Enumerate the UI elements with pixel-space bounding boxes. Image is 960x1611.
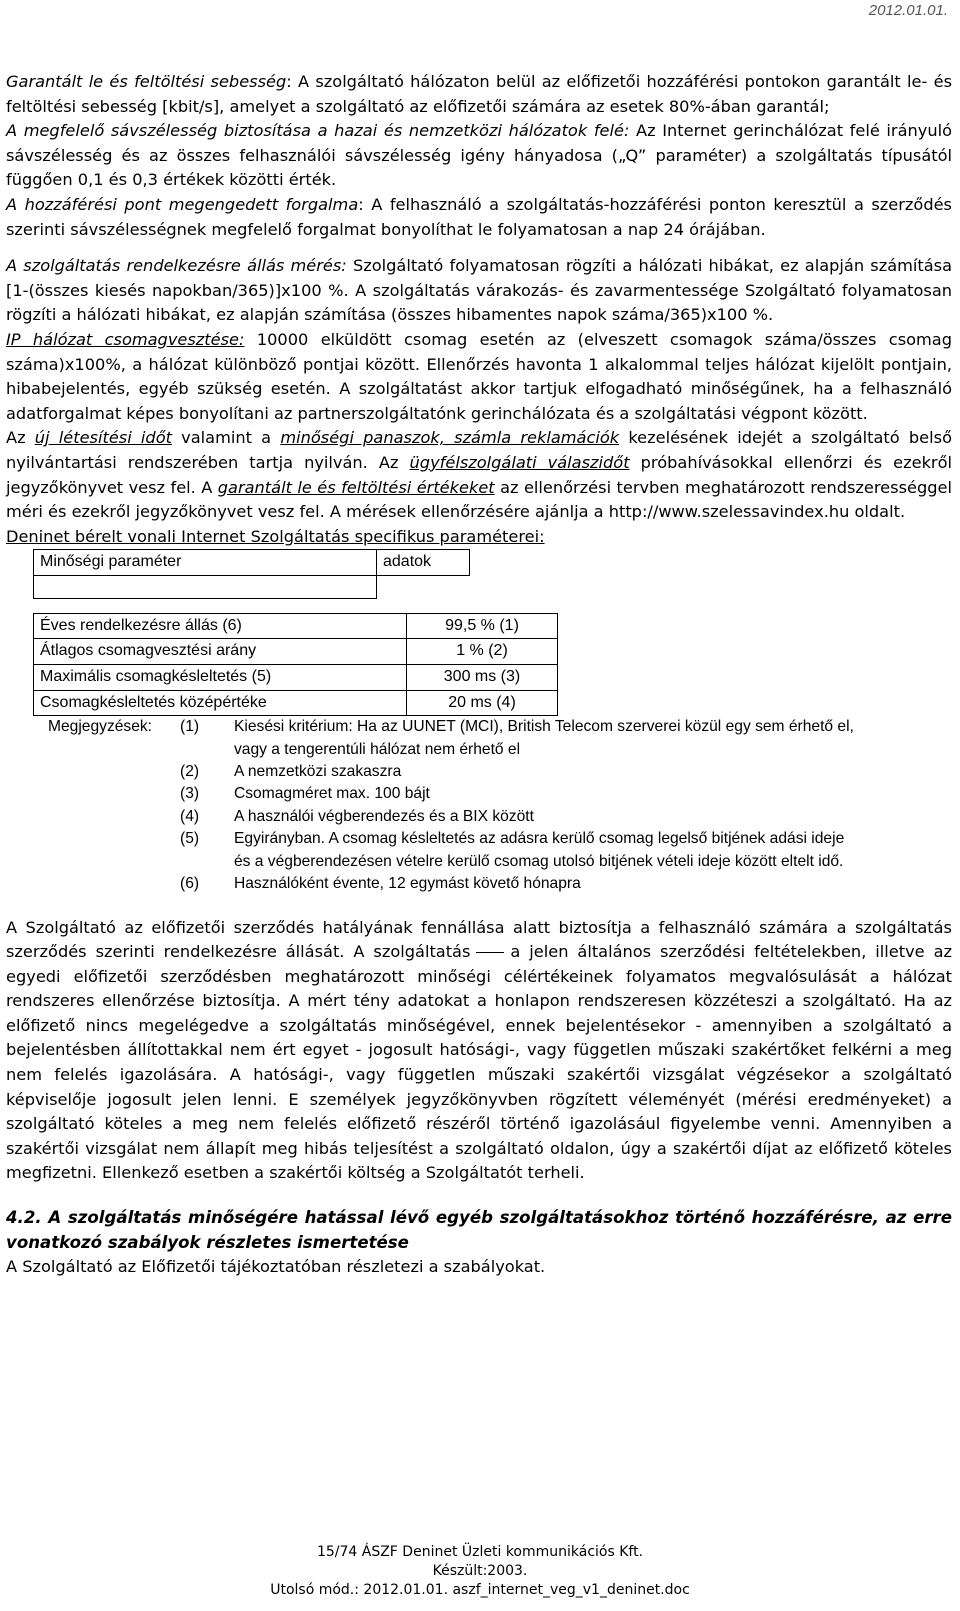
term-guaranteed-values: garantált le és feltöltési értékeket (217, 477, 495, 497)
note-text: A használói végberendezés és a BIX között (234, 807, 534, 825)
term-new-setup-time: új létesítési időt (34, 428, 172, 448)
text-availability-guarantee-b: a jelen általános szerződési feltételekben, illetve az egyedi előfizetői szerződésben meghatározott minőségi célértékeinek folyamatos megvalósulását a hálózat rendszeres ellenőrzése biztosítja. A mért tény adatokat a honlapon rendszeresen közzéteszi a szolgáltató. Ha az előfizető nincs megelégedve a szolgáltatás minőségével, ennek bejelentésekor - amennyiben a szolgáltató a bejelentésben állítottakkal nem ért egyet - jogosult hatósági-, vagy független műszaki szakértőket felkérni a meg nem felelés igazolására. A hatósági-, vagy független műszaki szakértői vizsgálat végzésekor a szolgáltató képviselője jogosult jelen lenni. E személyek jegyzőkönyvben rögzített véleményét (mérési eredményeket) a szolgáltató köteles a meg nem felelés előfizető részéről történő igazolásául figyelembe venni. Amennyiben a szakértői vizsgálat nem állapít meg hibás teljesítést a szolgáltató oldalon, úgy a szakértői díjat az előfizető köteles megfizetni. Ellenkező esetben a szakértői költség a Szolgáltatót terheli. (6, 942, 952, 1183)
note-number: (4) (180, 807, 200, 825)
text-specific-params: Deninet bérelt vonali Internet Szolgáltatás specifikus paraméterei: (6, 526, 545, 546)
page-footer (0, 1543, 960, 1600)
table-row (34, 613, 558, 639)
paragraph-measurements (6, 426, 952, 524)
text-segment: Az (6, 428, 35, 448)
paragraph-packet-loss (6, 328, 952, 426)
quality-table (33, 613, 558, 716)
table-row (34, 639, 558, 665)
table-row (34, 690, 558, 716)
notes-list (6, 716, 952, 895)
note-item (6, 873, 952, 895)
text-access-traffic: : A felhasználó a szolgáltatás-hozzáférési ponton keresztül a szerződés szerinti sávszélességnek megfelelő forgalmat bonyolíthat le folyamatosan a nap 24 órájában. (6, 194, 952, 239)
term-availability: A szolgáltatás rendelkezésre állás mérés: (6, 256, 347, 276)
table-cell-value: 1 % (2) (407, 639, 558, 665)
note-item (6, 716, 952, 761)
table-header-param: Minőségi paraméter (34, 550, 377, 576)
note-item (6, 806, 952, 828)
table-header-data: adatok (377, 550, 470, 576)
note-text: A nemzetközi szakaszra (234, 763, 402, 781)
header-date: 2012.01.01. (868, 2, 948, 19)
notes-label: Megjegyzések: (48, 718, 153, 736)
text-guaranteed-speed: : A szolgáltató hálózaton belül az előfizetői hozzáférési pontokon garantált le- és feltöltési sebesség [kbit/s], amelyet a szolgáltató az előfizetői számára az esetek 80%-ában garantál; (6, 72, 953, 116)
paragraph-access-traffic (6, 193, 952, 242)
term-guaranteed-speed: Garantált le és feltöltési sebesség (6, 72, 287, 91)
note-number: (5) (180, 830, 200, 848)
paragraph-guaranteed-speed (6, 70, 952, 119)
note-indent (6, 761, 180, 783)
paragraph-availability (6, 254, 952, 328)
text-segment: valamint a (171, 428, 281, 448)
paragraph-rules (6, 1255, 952, 1280)
note-item (6, 761, 952, 783)
footer-line-1: 15/74 ÁSZF Deninet Üzleti kommunikációs Kft. (316, 1544, 644, 1560)
paragraph-availability-guarantee (6, 916, 952, 1187)
text-segment: kezelésének idejét a szolgáltató belső nyilvántartási rendszerében tartja nyilván. Az (6, 428, 952, 472)
spacer (6, 896, 952, 916)
note-number: (6) (180, 875, 200, 893)
term-packet-loss: IP hálózat csomagvesztése: (6, 329, 245, 349)
table-cell-param: Átlagos csomagvesztési arány (34, 639, 407, 665)
note-indent (6, 873, 180, 895)
footer-line-2: Készült:2003. (432, 1563, 528, 1579)
paragraph-specific-params (6, 525, 952, 550)
note-text: Kiesési kritérium: Ha az UUNET (MCI), British Telecom szerverei közül egy sem érhető el, vagy a tengerentúli hálózat nem érhető el (234, 718, 854, 758)
note-number: (3) (180, 785, 200, 803)
table-cell-value: 20 ms (4) (407, 690, 558, 716)
text-availability-guarantee-a: A Szolgáltató az előfizetői szerződés hatályának fennállása alatt biztosítja a felhasználó számára a szolgáltatás szerződés szerinti rendelkezésre állását. A szolgáltatás (6, 917, 952, 962)
spacer (6, 599, 952, 613)
table-cell-value: 300 ms (3) (407, 665, 558, 691)
text-bandwidth: Az Internet gerinchálózat felé irányuló sávszélesség és az összes felhasználói sávszélesség igény hányadosa („Q” paraméter) a szolgáltatás típusától függően 0,1 és 0,3 értékek közötti érték. (6, 121, 952, 190)
note-number: (1) (180, 718, 200, 736)
note-text: Csomagméret max. 100 bájt (234, 785, 430, 803)
note-indent (6, 828, 180, 873)
table-cell-param: Maximális csomagkésleltetés (5) (34, 665, 407, 691)
note-item (6, 783, 952, 805)
term-bandwidth: A megfelelő sávszélesség biztosítása a hazai és nemzetközi hálózatok felé: (6, 121, 630, 141)
note-number: (2) (180, 763, 200, 781)
text-segment: próbahívásokkal ellenőrzi és ezekről jegyzőkönyvet vesz fel. A (6, 452, 952, 497)
table-cell-param: Csomagkésleltetés középértéke (34, 690, 407, 716)
note-indent (6, 806, 180, 828)
term-access-traffic: A hozzáférési pont megengedett forgalma (6, 194, 359, 214)
table-cell-value: 99,5 % (1) (407, 613, 558, 639)
table-cell-param: Éves rendelkezésre állás (6) (34, 613, 407, 639)
table-row (34, 665, 558, 691)
note-item (6, 828, 952, 873)
text-packet-loss: 10000 elküldött csomag esetén az (elveszett csomagok száma/összes csomag száma)x100%, a hálózat különböző pontjai között. Ellenőrzés havonta 1 alkalommal teljes hálózat kijelölt pontjain, hibabejelentés, egyéb szükség esetén. A szolgáltatást akkor tartjuk elfogadható minőségűnek, ha a felhasználó adatforgalmat képes bonyolítani az partnerszolgáltatónk gerinchálózata és a szolgáltatási végpont között. (6, 329, 953, 423)
text-availability: Szolgáltató folyamatosan rögzíti a hálózati hibákat, ez alapján számítása [1-(összes kiesés napokban/365)]x100 %. A szolgáltatás várakozás- és zavarmentessége Szolgáltató folyamatosan rögzíti a hálózati hibákat, ez alapján számítása (összes hibamentes napok száma/365)x100 %. (6, 256, 952, 325)
dash-separator (476, 952, 504, 953)
table-blank-cell (34, 575, 377, 598)
section-title: 4.2. A szolgáltatás minőségére hatással lévő egyéb szolgáltatásokhoz történő hozzáférésre, az erre vonatkozó szabályok részletes ismertetése (6, 1208, 952, 1252)
paragraph-bandwidth (6, 119, 952, 193)
note-text: Egyirányban. A csomag késleltetés az adásra kerülő csomag legelső bitjének adási ideje és a végberendezésen vételre kerülő csomag utolsó bitjének vételi ideje között eltelt idő. (234, 830, 845, 870)
text-segment: az ellenőrzési tervben meghatározott rendszerességgel méri és ezekről jegyzőkönyvet vesz fel. A mérések ellenőrzésére ajánlja a http://www.szelessavindex.hu oldalt. (6, 477, 952, 522)
note-text: Használóként évente, 12 egymást követő hónapra (234, 875, 581, 893)
term-quality-complaints: minőségi panaszok, számla reklamációk (280, 428, 620, 448)
quality-table-header (33, 549, 470, 599)
spacer (6, 242, 952, 254)
text-rules: A Szolgáltató az Előfizetői tájékoztatóban részletezi a szabályokat. (6, 1257, 546, 1277)
note-indent (6, 783, 180, 805)
document-body (6, 70, 952, 1280)
table-blank-cell (377, 575, 470, 598)
footer-line-3: Utolsó mód.: 2012.01.01. aszf_internet_veg_v1_deninet.doc (270, 1582, 690, 1598)
term-response-time: ügyfélszolgálati válaszidőt (409, 452, 630, 472)
spacer (6, 1186, 952, 1206)
